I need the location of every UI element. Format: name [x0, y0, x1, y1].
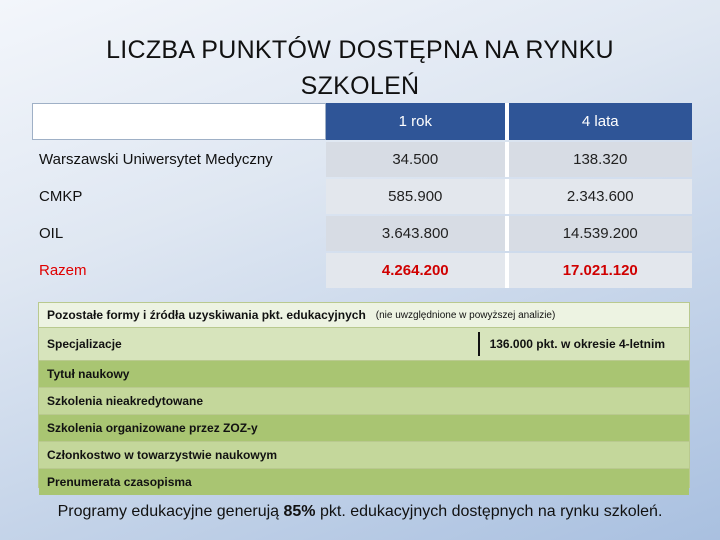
total-value-1-year: 4.264.200	[326, 253, 504, 288]
table-row	[32, 179, 692, 214]
table-row	[32, 142, 692, 177]
header-empty-cell	[32, 103, 326, 140]
table-row	[32, 216, 692, 251]
specialization-row	[39, 328, 689, 361]
row-value-1-year: 34.500	[326, 142, 504, 177]
points-table	[32, 101, 692, 290]
footer-highlight: 85%	[283, 503, 316, 520]
row-value-1-year: 3.643.800	[326, 216, 504, 251]
row-value-4-years: 14.539.200	[505, 216, 693, 251]
row-label: CMKP	[39, 188, 83, 205]
table-total-row	[32, 253, 692, 288]
specialization-value: 136.000 pkt. w okresie 4-letnim	[478, 332, 665, 356]
list-item: Członkostwo w towarzystwie naukowym	[39, 442, 689, 469]
header-4-years: 4 lata	[505, 103, 693, 140]
row-label: OIL	[39, 225, 64, 242]
list-item: Szkolenia nieakredytowane	[39, 388, 689, 415]
other-sources-panel	[38, 302, 690, 488]
list-item: Prenumerata czasopisma	[39, 469, 689, 495]
total-label: Razem	[39, 262, 87, 279]
other-sources-note: (nie uwzględnione w powyższej analizie)	[375, 309, 556, 321]
other-sources-header	[39, 303, 689, 328]
row-label: Warszawski Uniwersytet Medyczny	[39, 151, 273, 168]
slide-title: LICZBA PUNKTÓW DOSTĘPNA NA RYNKU SZKOLEŃ	[106, 36, 614, 100]
list-item: Szkolenia organizowane przez ZOZ-y	[39, 415, 689, 442]
footer-text-after: pkt. edukacyjnych dostępnych na rynku szkoleń.	[315, 503, 663, 520]
total-value-4-years: 17.021.120	[505, 253, 693, 288]
row-value-1-year: 585.900	[326, 179, 504, 214]
footer-statement	[10, 503, 710, 521]
footer-text-before: Programy edukacyjne generują	[57, 503, 284, 520]
list-item: Tytuł naukowy	[39, 361, 689, 388]
table-header-row	[32, 103, 692, 140]
header-1-year: 1 rok	[326, 103, 504, 140]
row-value-4-years: 2.343.600	[505, 179, 693, 214]
other-sources-title: Pozostałe formy i źródła uzyskiwania pkt. edukacyjnych	[47, 308, 366, 322]
specialization-label: Specjalizacje	[47, 337, 122, 351]
row-value-4-years: 138.320	[505, 142, 693, 177]
